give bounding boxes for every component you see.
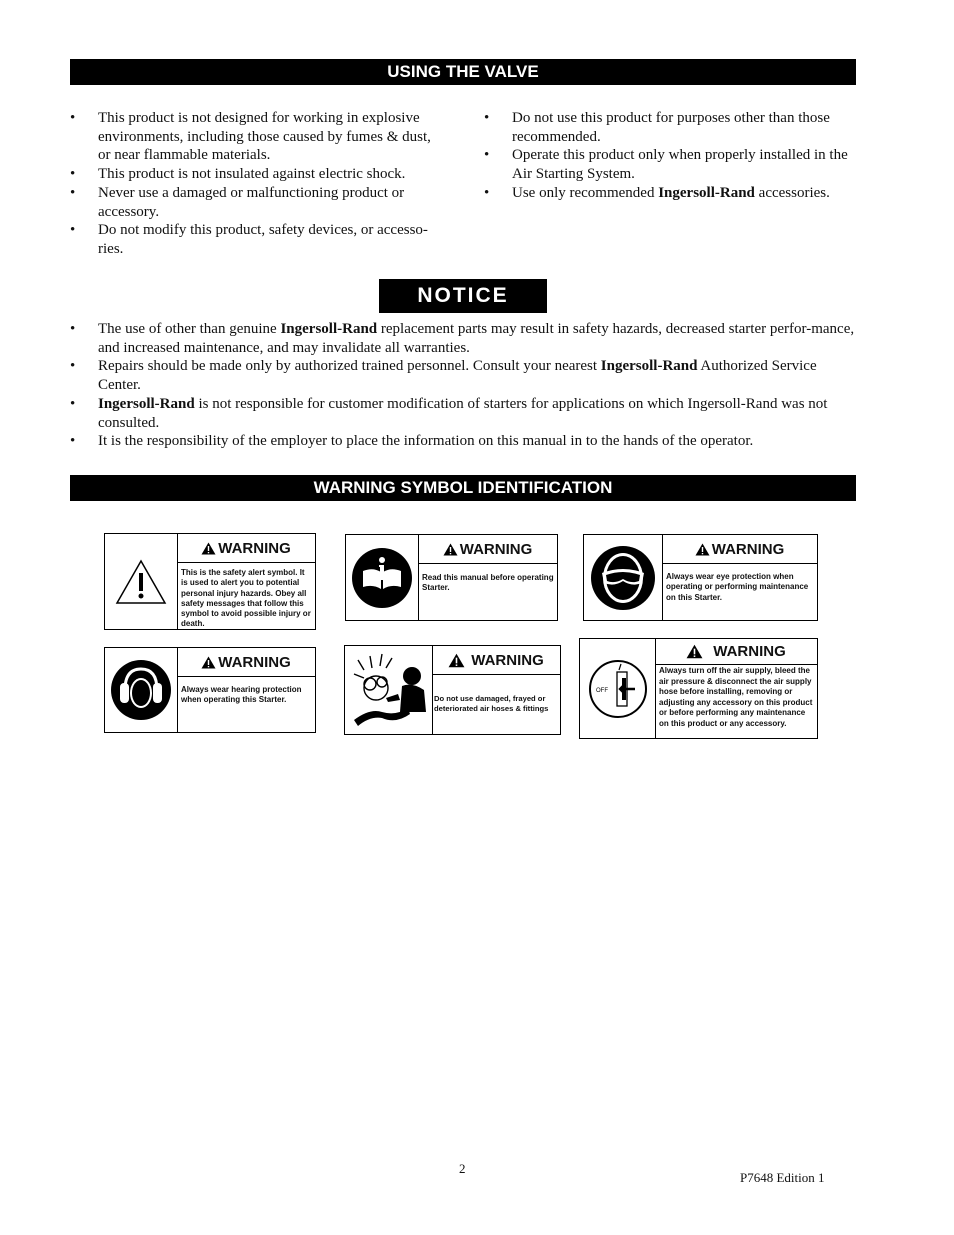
symbol-panel [580, 639, 656, 738]
alert-triangle-icon [114, 558, 168, 606]
warning-label-damaged-hoses [344, 645, 561, 735]
hose-hazard-icon [348, 650, 430, 730]
symbol-panel [346, 535, 419, 620]
notice-heading: NOTICE [379, 279, 547, 313]
warning-label-eye-protection [583, 534, 818, 621]
warning-header: WARNING [177, 648, 315, 677]
warning-label-hearing-protection [104, 647, 316, 733]
notice-list [70, 320, 856, 451]
warning-header: WARNING [655, 639, 817, 665]
list-item: • Operate this product only when properly installed in the Air Starting System. [484, 146, 856, 183]
list-item: • Ingersoll-Rand is not responsible for customer modification of starters for applications on which Ingersoll-Rand was not consulted. [70, 395, 856, 432]
warning-message: This is the safety alert symbol. It is used to alert you to potential personal injury hazards. Obey all safety messages that follow this symbol to avoid possible injury or death. [181, 568, 311, 629]
symbol-panel [584, 535, 663, 620]
warning-triangle-icon [686, 644, 703, 659]
warning-header: WARNING [432, 646, 560, 675]
warning-message: Read this manual before operating Starter. [422, 573, 554, 593]
list-item: • This product is not insulated against electric shock. [70, 165, 442, 184]
warning-message: Always wear eye protection when operating or performing maintenance on this Starter. [666, 572, 809, 602]
warning-header: WARNING [177, 534, 315, 563]
warning-triangle-icon [443, 543, 458, 556]
warning-triangle-icon [448, 653, 465, 668]
list-item: • It is the responsibility of the employer to place the information on this manual in to the hands of the operator. [70, 432, 856, 451]
warning-label-read-manual [345, 534, 558, 621]
hearing-protection-icon [110, 659, 172, 721]
list-item: • Use only recommended Ingersoll-Rand accessories. [484, 184, 856, 203]
valve-list-right [484, 109, 856, 203]
section-heading-warning-symbols: WARNING SYMBOL IDENTIFICATION [70, 475, 856, 501]
off-text: OFF [595, 687, 608, 694]
list-item: • This product is not designed for working in explosive environments, including those caused by fumes & dust, or near flammable materials. [70, 109, 442, 165]
section-heading-using-valve: USING THE VALVE [70, 59, 856, 85]
warning-message: Always wear hearing protection when operating this Starter. [181, 685, 302, 705]
edition-label: P7648 Edition 1 [740, 1170, 825, 1185]
warning-triangle-icon [201, 656, 216, 669]
warning-header: WARNING [418, 535, 557, 564]
warning-triangle-icon [695, 543, 710, 556]
warning-label-air-supply-off [579, 638, 818, 739]
list-item: • Never use a damaged or malfunctioning product or accessory. [70, 184, 442, 221]
warning-triangle-icon [201, 542, 216, 555]
list-item: • Repairs should be made only by authorized trained personnel. Consult your nearest Ingersoll-Rand Authorized Service Center. [70, 357, 856, 394]
valve-list-left [70, 109, 442, 259]
warning-header: WARNING [662, 535, 817, 564]
symbol-panel [105, 534, 178, 629]
symbol-panel [345, 646, 433, 734]
list-item: • The use of other than genuine Ingersoll-Rand replacement parts may result in safety hazards, decreased starter perfor-mance, and increased maintenance, and may invalidate all warranties. [70, 320, 856, 357]
list-item: • Do not modify this product, safety devices, or accesso-ries. [70, 221, 442, 258]
warning-label-safety-alert [104, 533, 316, 630]
symbol-panel [105, 648, 178, 732]
eye-protection-icon [590, 545, 656, 611]
warning-message: Do not use damaged, frayed or deteriorated air hoses & fittings [434, 694, 549, 714]
air-off-icon [587, 658, 649, 720]
list-item: • Do not use this product for purposes other than those recommended. [484, 109, 856, 146]
page-number: 2 [459, 1161, 466, 1176]
manual-info-icon [351, 547, 413, 609]
warning-message: Always turn off the air supply, bleed the air pressure & disconnect the air supply hose before installing, removing or adjusting any accessory on this product or before performing any maintenance on this product or any accessory. [659, 666, 813, 728]
